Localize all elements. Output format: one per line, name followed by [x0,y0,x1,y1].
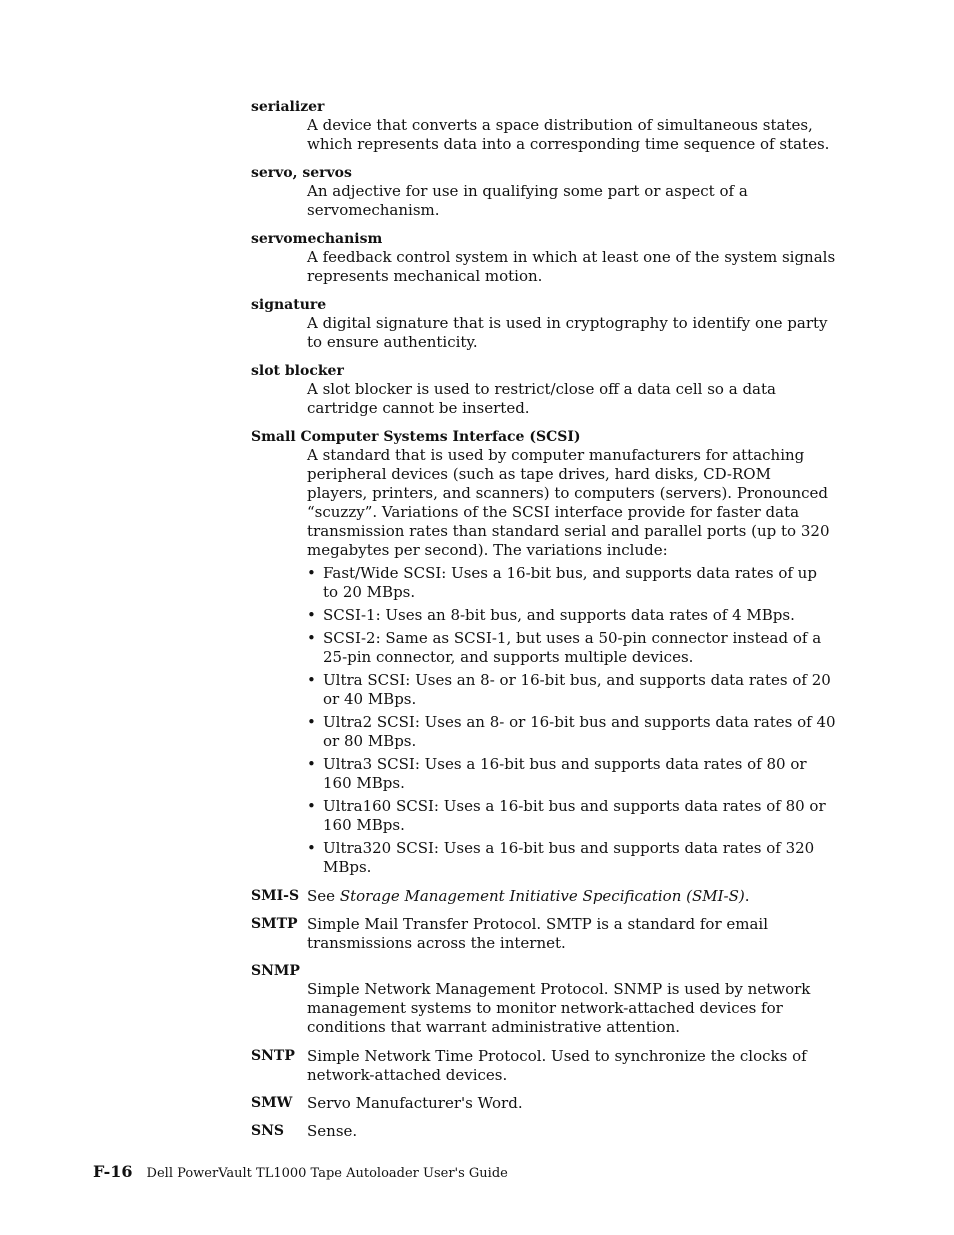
see-prefix: See [307,887,340,905]
glossary-entry-slot-blocker [251,362,836,418]
bullet-marker: • [307,797,316,815]
glossary-entry-servo [251,164,836,220]
definition-suffix: . [744,887,750,905]
glossary-entry-servomechanism [251,230,836,286]
glossary-definition: A device that converts a space distribution of simultaneous states, which represents data into a corresponding time sequence of states. [307,116,830,153]
glossary-term: SNS [251,1123,285,1139]
glossary-content [251,98,836,1150]
glossary-definition: Simple Mail Transfer Protocol. SMTP is a standard for email transmissions across the internet. [307,915,769,952]
glossary-entry-smi-s [251,887,836,906]
glossary-term: SMI-S [251,888,300,904]
list-item-text: Ultra320 SCSI: Uses a 16-bit bus and supports data rates of 320 MBps. [323,839,815,876]
glossary-definition: A standard that is used by computer manufacturers for attaching peripheral devices (such as tape drives, hard disks, CD-ROM players, printers, and scanners) to computers (servers). Pronounced “scuzzy”. Variations of the SCSI interface provide for faster data transmission rates than standard serial and parallel ports (up to 320 megabytes per second). The variations include: [307,446,830,559]
bullet-marker: • [307,606,316,624]
glossary-definition: A digital signature that is used in cryptography to identify one party to ensure authenticity. [307,314,828,351]
bullet-marker: • [307,839,316,857]
list-item-text: Ultra2 SCSI: Uses an 8- or 16-bit bus and supports data rates of 40 or 80 MBps. [323,713,836,750]
glossary-term: servo, servos [251,165,352,181]
glossary-entry-smw [251,1094,836,1113]
glossary-entry-sns [251,1122,836,1141]
glossary-term: SMTP [251,916,298,932]
bullet-marker: • [307,713,316,731]
list-item-text: Fast/Wide SCSI: Uses a 16-bit bus, and supports data rates of up to 20 MBps. [323,564,817,601]
bullet-marker: • [307,755,316,773]
cross-reference: Storage Management Initiative Specification (SMI-S) [339,887,745,905]
scsi-variations-list [307,564,836,877]
list-item [307,606,836,625]
list-item [307,564,836,602]
glossary-entry-sntp [251,1047,836,1085]
glossary-definition: A feedback control system in which at least one of the system signals represents mechanical motion. [307,248,836,285]
glossary-entry-snmp [251,962,836,1037]
list-item-text: Ultra160 SCSI: Uses a 16-bit bus and supports data rates of 80 or 160 MBps. [323,797,826,834]
list-item-text: SCSI-2: Same as SCSI-1, but uses a 50-pin connector instead of a 25-pin connector, and supports multiple devices. [323,629,822,666]
list-item [307,839,836,877]
glossary-definition: Simple Network Time Protocol. Used to synchronize the clocks of network-attached devices. [307,1047,807,1084]
glossary-definition: Servo Manufacturer's Word. [307,1094,523,1112]
list-item [307,629,836,667]
list-item-text: SCSI-1: Uses an 8-bit bus, and supports data rates of 4 MBps. [323,606,795,624]
glossary-term: SMW [251,1095,293,1111]
glossary-term: signature [251,297,327,313]
glossary-term: serializer [251,99,325,115]
glossary-definition-block [307,446,836,877]
glossary-term: Small Computer Systems Interface (SCSI) [251,429,581,445]
list-item-text: Ultra SCSI: Uses an 8- or 16-bit bus, and supports data rates of 20 or 40 MBps. [323,671,831,708]
glossary-definition: Simple Network Management Protocol. SNMP is used by network management systems to monitor network-attached devices for conditions that warrant administrative attention. [307,980,811,1036]
page-number: F-16 [93,1162,133,1181]
glossary-entry-scsi [251,428,836,877]
book-title: Dell PowerVault TL1000 Tape Autoloader User's Guide [146,1166,508,1181]
glossary-term: servomechanism [251,231,383,247]
glossary-entry-signature [251,296,836,352]
glossary-definition: An adjective for use in qualifying some part or aspect of a servomechanism. [307,182,748,219]
page-footer [93,1162,508,1184]
list-item [307,713,836,751]
glossary-term: SNTP [251,1048,295,1064]
list-item [307,797,836,835]
bullet-marker: • [307,671,316,689]
glossary-term: slot blocker [251,363,344,379]
glossary-entry-serializer [251,98,836,154]
glossary-term: SNMP [251,963,300,979]
glossary-entry-smtp [251,915,836,953]
glossary-definition [307,887,836,906]
list-item [307,755,836,793]
list-item [307,671,836,709]
bullet-marker: • [307,629,316,647]
bullet-marker: • [307,564,316,582]
list-item-text: Ultra3 SCSI: Uses a 16-bit bus and supports data rates of 80 or 160 MBps. [323,755,807,792]
glossary-definition: A slot blocker is used to restrict/close off a data cell so a data cartridge cannot be inserted. [307,380,776,417]
glossary-definition: Sense. [307,1122,358,1140]
